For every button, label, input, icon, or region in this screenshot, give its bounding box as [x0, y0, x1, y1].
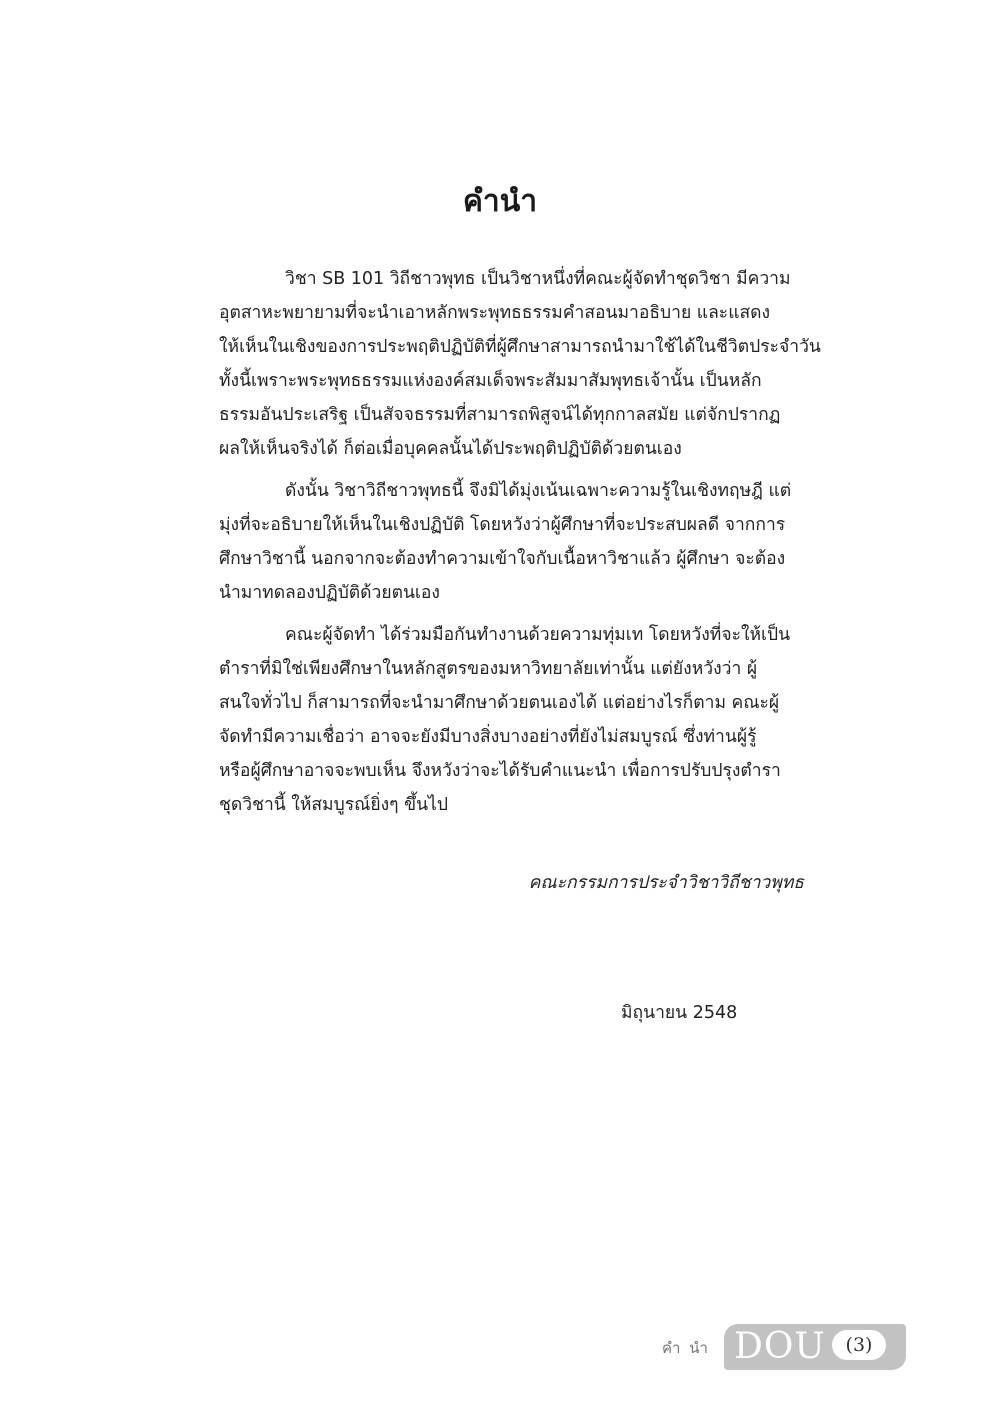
footer-section-label: คำ นำ	[662, 1339, 710, 1357]
text-line: ผลให้เห็นจริงได้ ก็ต่อเมื่อบุคคลนั้นได้ประพฤติปฏิบัติด้วยตนเอง	[219, 439, 682, 459]
text-line: ดังนั้น วิชาวิถีชาวพุทธนี้ จึงมิได้มุ่งเน้นเฉพาะความรู้ในเชิงทฤษฎี แต่	[285, 481, 792, 501]
text-line: คณะผู้จัดทำ ได้ร่วมมือกันทำงานด้วยความทุ่มเท โดยหวังที่จะให้เป็น	[285, 625, 791, 645]
text-line: นำมาทดลองปฏิบัติด้วยตนเอง	[219, 583, 440, 603]
text-line: ชุดวิชานี้ ให้สมบูรณ์ยิ่งๆ ขึ้นไป	[219, 795, 448, 815]
text-line: ให้เห็นในเชิงของการประพฤติปฏิบัติที่ผู้ศึกษาสามารถนำมาใช้ได้ในชีวิตประจำวัน	[219, 337, 821, 357]
text-line: ทั้งนี้เพราะพระพุทธธรรมแห่งองค์สมเด็จพระสัมมาสัมพุทธเจ้านั้น เป็นหลัก	[219, 371, 762, 391]
footer-brand-logo: DOU	[734, 1326, 826, 1367]
text-line: ศึกษาวิชานี้ นอกจากจะต้องทำความเข้าใจกับเนื้อหาวิชาแล้ว ผู้ศึกษา จะต้อง	[219, 549, 786, 569]
paragraph-3	[219, 618, 804, 822]
paragraph-2	[219, 474, 804, 610]
text-line: ธรรมอันประเสริฐ เป็นสัจจธรรมที่สามารถพิสูจน์ได้ทุกกาลสมัย แต่จักปรากฏ	[219, 405, 781, 425]
text-line: มุ่งที่จะอธิบายให้เห็นในเชิงปฏิบัติ โดยหวังว่าผู้ศึกษาที่จะประสบผลดี จากการ	[219, 515, 786, 535]
text-line: สนใจทั่วไป ก็สามารถที่จะนำมาศึกษาด้วยตนเองได้ แต่อย่างไรก็ตาม คณะผู้	[219, 693, 780, 713]
text-line: อุตสาหะพยายามที่จะนำเอาหลักพระพุทธธรรมคำสอนมาอธิบาย และแสดง	[219, 303, 771, 323]
paragraph-1	[219, 262, 821, 466]
page-footer	[662, 1324, 912, 1370]
signature: คณะกรรมการประจำวิชาวิถีชาวพุทธ	[528, 873, 804, 893]
page-title: คำนำ	[462, 184, 538, 219]
text-line: ตำราที่มิใช่เพียงศึกษาในหลักสูตรของมหาวิทยาลัยเท่านั้น แต่ยังหวังว่า ผู้	[219, 659, 758, 679]
preface-body	[219, 262, 821, 830]
page-number: (3)	[832, 1330, 886, 1360]
text-line: จัดทำมีความเชื่อว่า อาจจะยังมีบางสิ่งบางอย่างที่ยังไม่สมบูรณ์ ซึ่งท่านผู้รู้	[219, 727, 757, 747]
date: มิถุนายน 2548	[621, 1003, 738, 1023]
text-line: วิชา SB 101 วิถีชาวพุทธ เป็นวิชาหนึ่งที่คณะผู้จัดทำชุดวิชา มีความ	[285, 269, 791, 289]
text-line: หรือผู้ศึกษาอาจจะพบเห็น จึงหวังว่าจะได้รับคำแนะนำ เพื่อการปรับปรุงตำรา	[219, 761, 781, 781]
footer-tab	[724, 1324, 906, 1370]
